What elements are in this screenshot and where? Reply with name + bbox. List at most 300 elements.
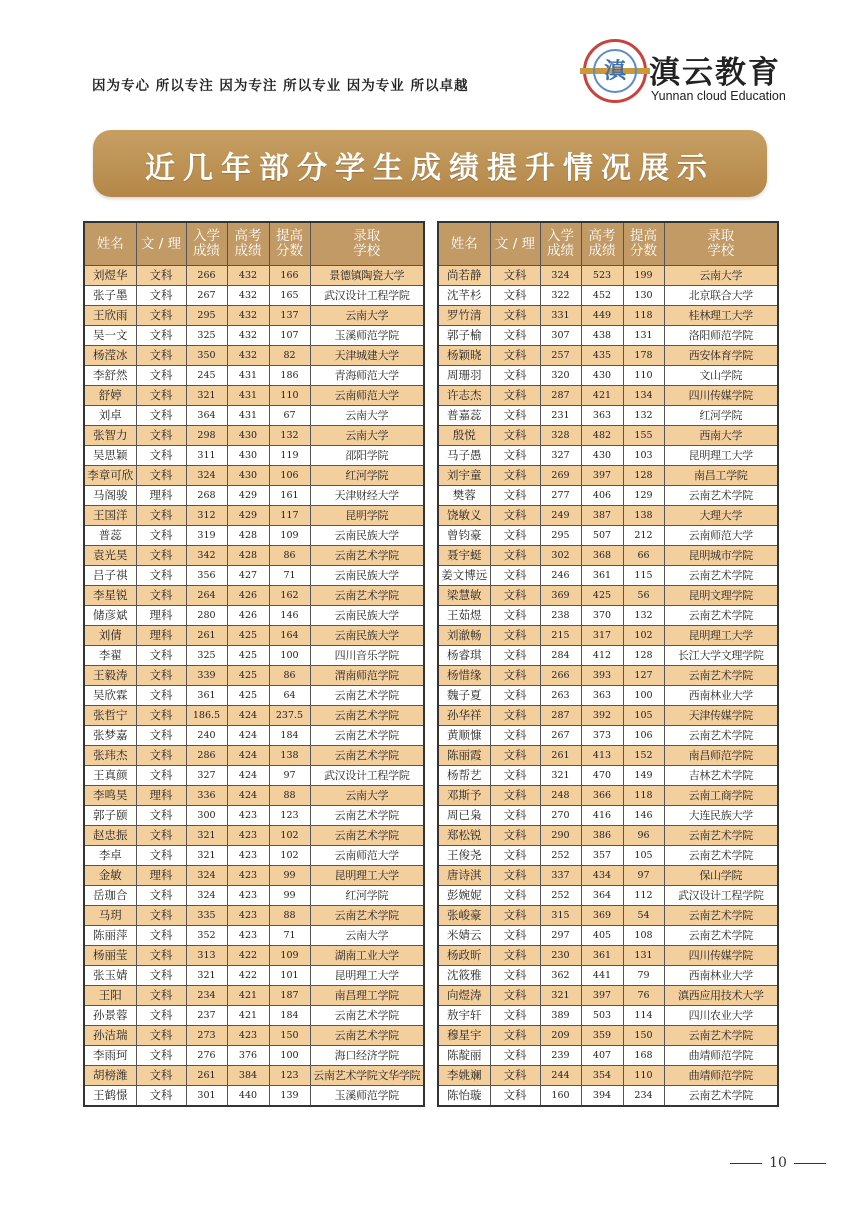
cell-improvement: 131 xyxy=(623,946,664,966)
table-row xyxy=(438,686,778,706)
cell-exam-score: 423 xyxy=(227,926,269,946)
cell-entry-score: 322 xyxy=(540,286,581,306)
table-row xyxy=(84,506,424,526)
table-row xyxy=(84,626,424,646)
cell-track: 文科 xyxy=(136,406,186,426)
cell-exam-score: 452 xyxy=(581,286,623,306)
col-name-header: 姓名 xyxy=(438,222,490,266)
cell-exam-score: 425 xyxy=(227,626,269,646)
cell-track: 文科 xyxy=(136,466,186,486)
cell-entry-score: 261 xyxy=(540,746,581,766)
page-number-text: 10 xyxy=(769,1155,787,1171)
table-row xyxy=(438,926,778,946)
cell-track: 文科 xyxy=(490,466,540,486)
cell-exam-score: 405 xyxy=(581,926,623,946)
table-row xyxy=(84,1086,424,1107)
table-row xyxy=(84,1066,424,1086)
cell-entry-score: 261 xyxy=(186,1066,227,1086)
cell-exam-score: 430 xyxy=(227,426,269,446)
table-row xyxy=(84,866,424,886)
cell-improvement: 119 xyxy=(269,446,310,466)
cell-improvement: 86 xyxy=(269,666,310,686)
table-row xyxy=(438,266,778,286)
cell-entry-score: 284 xyxy=(540,646,581,666)
cell-name: 孙洁瑞 xyxy=(84,1026,136,1046)
logo xyxy=(583,37,843,107)
cell-track: 文科 xyxy=(490,426,540,446)
cell-school: 玉溪师范学院 xyxy=(310,326,424,346)
cell-school: 云南艺术学院 xyxy=(310,706,424,726)
table-row xyxy=(84,386,424,406)
cell-name: 陈丽萍 xyxy=(84,926,136,946)
cell-improvement: 155 xyxy=(623,426,664,446)
table-row xyxy=(438,286,778,306)
table-row xyxy=(438,406,778,426)
cell-name: 孙华祥 xyxy=(438,706,490,726)
cell-entry-score: 321 xyxy=(186,966,227,986)
cell-improvement: 106 xyxy=(623,726,664,746)
scores-table-left xyxy=(83,221,425,1107)
cell-name: 刘宇童 xyxy=(438,466,490,486)
cell-track: 文科 xyxy=(136,886,186,906)
table-row xyxy=(438,386,778,406)
cell-improvement: 97 xyxy=(623,866,664,886)
cell-track: 文科 xyxy=(136,446,186,466)
cell-name: 普嘉蕊 xyxy=(438,406,490,426)
cell-school: 邵阳学院 xyxy=(310,446,424,466)
cell-entry-score: 249 xyxy=(540,506,581,526)
cell-track: 文科 xyxy=(136,546,186,566)
cell-improvement: 112 xyxy=(623,886,664,906)
cell-exam-score: 366 xyxy=(581,786,623,806)
cell-school: 云南艺术学院 xyxy=(310,1006,424,1026)
cell-school: 红河学院 xyxy=(664,406,778,426)
cell-school: 云南艺术学院 xyxy=(664,1086,778,1107)
cell-improvement: 100 xyxy=(269,1046,310,1066)
cell-name: 吕子祺 xyxy=(84,566,136,586)
cell-track: 文科 xyxy=(490,706,540,726)
table-row xyxy=(84,486,424,506)
cell-school: 海口经济学院 xyxy=(310,1046,424,1066)
cell-school: 天津财经大学 xyxy=(310,486,424,506)
cell-entry-score: 264 xyxy=(186,586,227,606)
cell-name: 李卓 xyxy=(84,846,136,866)
cell-entry-score: 215 xyxy=(540,626,581,646)
cell-improvement: 138 xyxy=(269,746,310,766)
cell-school: 云南艺术学院 xyxy=(310,746,424,766)
cell-improvement: 106 xyxy=(269,466,310,486)
cell-name: 邓斯予 xyxy=(438,786,490,806)
cell-name: 李章可欣 xyxy=(84,466,136,486)
cell-entry-score: 313 xyxy=(186,946,227,966)
cell-improvement: 234 xyxy=(623,1086,664,1107)
table-row xyxy=(84,566,424,586)
cell-track: 文科 xyxy=(490,346,540,366)
cell-track: 文科 xyxy=(490,306,540,326)
cell-entry-score: 315 xyxy=(540,906,581,926)
cell-improvement: 130 xyxy=(623,286,664,306)
cell-improvement: 146 xyxy=(623,806,664,826)
cell-exam-score: 429 xyxy=(227,506,269,526)
cell-improvement: 64 xyxy=(269,686,310,706)
table-row xyxy=(84,706,424,726)
page-number xyxy=(730,1154,826,1174)
cell-name: 王茹煜 xyxy=(438,606,490,626)
cell-entry-score: 321 xyxy=(540,986,581,1006)
cell-exam-score: 317 xyxy=(581,626,623,646)
cell-name: 舒婷 xyxy=(84,386,136,406)
cell-track: 文科 xyxy=(136,1046,186,1066)
cell-track: 文科 xyxy=(490,606,540,626)
cell-name: 郭子榆 xyxy=(438,326,490,346)
page-number-dash xyxy=(730,1163,762,1164)
cell-track: 文科 xyxy=(136,906,186,926)
cell-exam-score: 431 xyxy=(227,406,269,426)
cell-entry-score: 319 xyxy=(186,526,227,546)
cell-school: 云南艺术学院 xyxy=(664,926,778,946)
logo-name-en: Yunnan cloud Education xyxy=(651,89,786,103)
cell-school: 云南艺术学院 xyxy=(310,586,424,606)
table-row xyxy=(84,446,424,466)
cell-school: 云南师范大学 xyxy=(664,526,778,546)
cell-track: 文科 xyxy=(490,686,540,706)
cell-exam-score: 423 xyxy=(227,906,269,926)
cell-track: 文科 xyxy=(490,366,540,386)
cell-improvement: 164 xyxy=(269,626,310,646)
table-row xyxy=(438,526,778,546)
cell-entry-score: 286 xyxy=(186,746,227,766)
table-row xyxy=(438,346,778,366)
cell-name: 张玉婧 xyxy=(84,966,136,986)
cell-entry-score: 270 xyxy=(540,806,581,826)
cell-track: 文科 xyxy=(490,1006,540,1026)
cell-track: 理科 xyxy=(136,626,186,646)
cell-school: 云南大学 xyxy=(664,266,778,286)
cell-exam-score: 423 xyxy=(227,1026,269,1046)
cell-entry-score: 295 xyxy=(186,306,227,326)
cell-exam-score: 373 xyxy=(581,726,623,746)
cell-improvement: 102 xyxy=(269,846,310,866)
cell-exam-score: 407 xyxy=(581,1046,623,1066)
cell-exam-score: 424 xyxy=(227,786,269,806)
cell-name: 周珊羽 xyxy=(438,366,490,386)
cell-school: 云南大学 xyxy=(310,406,424,426)
table-row xyxy=(438,546,778,566)
table-header-row xyxy=(438,222,778,266)
cell-entry-score: 230 xyxy=(540,946,581,966)
table-row xyxy=(438,366,778,386)
cell-entry-score: 245 xyxy=(186,366,227,386)
cell-exam-score: 430 xyxy=(227,446,269,466)
table-row xyxy=(84,946,424,966)
cell-name: 王毅涛 xyxy=(84,666,136,686)
table-row xyxy=(84,546,424,566)
cell-entry-score: 280 xyxy=(186,606,227,626)
cell-exam-score: 430 xyxy=(227,466,269,486)
cell-school: 南昌工学院 xyxy=(664,466,778,486)
cell-entry-score: 362 xyxy=(540,966,581,986)
cell-name: 杨惜缘 xyxy=(438,666,490,686)
table-row xyxy=(84,966,424,986)
cell-exam-score: 424 xyxy=(227,766,269,786)
cell-school: 昆明文理学院 xyxy=(664,586,778,606)
cell-exam-score: 368 xyxy=(581,546,623,566)
cell-school: 大理大学 xyxy=(664,506,778,526)
cell-track: 文科 xyxy=(136,1006,186,1026)
table-row xyxy=(438,426,778,446)
cell-track: 文科 xyxy=(490,526,540,546)
cell-school: 武汉设计工程学院 xyxy=(664,886,778,906)
cell-exam-score: 364 xyxy=(581,886,623,906)
cell-school: 云南大学 xyxy=(310,786,424,806)
cell-name: 赵忠振 xyxy=(84,826,136,846)
cell-exam-score: 425 xyxy=(227,646,269,666)
cell-track: 文科 xyxy=(490,666,540,686)
cell-name: 郑松锐 xyxy=(438,826,490,846)
cell-name: 魏子夏 xyxy=(438,686,490,706)
cell-track: 文科 xyxy=(490,286,540,306)
cell-name: 穆星宇 xyxy=(438,1026,490,1046)
cell-improvement: 99 xyxy=(269,886,310,906)
cell-school: 昆明学院 xyxy=(310,506,424,526)
cell-name: 敖宇轩 xyxy=(438,1006,490,1026)
cell-improvement: 166 xyxy=(269,266,310,286)
cell-exam-score: 406 xyxy=(581,486,623,506)
cell-track: 理科 xyxy=(136,786,186,806)
cell-exam-score: 432 xyxy=(227,346,269,366)
cell-school: 云南艺术学院 xyxy=(310,686,424,706)
cell-exam-score: 376 xyxy=(227,1046,269,1066)
cell-improvement: 184 xyxy=(269,726,310,746)
cell-name: 王真颜 xyxy=(84,766,136,786)
table-row xyxy=(84,326,424,346)
table-row xyxy=(438,506,778,526)
table-row xyxy=(438,646,778,666)
cell-track: 文科 xyxy=(490,446,540,466)
cell-track: 文科 xyxy=(490,986,540,1006)
cell-entry-score: 261 xyxy=(186,626,227,646)
logo-seal-char: 滇 xyxy=(603,58,626,84)
table-row xyxy=(438,786,778,806)
cell-exam-score: 432 xyxy=(227,286,269,306)
cell-entry-score: 301 xyxy=(186,1086,227,1107)
cell-name: 姜文博远 xyxy=(438,566,490,586)
cell-improvement: 123 xyxy=(269,1066,310,1086)
cell-name: 唐诗淇 xyxy=(438,866,490,886)
table-row xyxy=(84,1046,424,1066)
table-row xyxy=(438,906,778,926)
cell-track: 文科 xyxy=(136,706,186,726)
cell-entry-score: 327 xyxy=(540,446,581,466)
cell-improvement: 161 xyxy=(269,486,310,506)
col-entry-score-header: 入学 成绩 xyxy=(540,222,581,266)
cell-track: 文科 xyxy=(136,686,186,706)
cell-improvement: 134 xyxy=(623,386,664,406)
cell-improvement: 149 xyxy=(623,766,664,786)
cell-exam-score: 423 xyxy=(227,866,269,886)
cell-name: 刘卓 xyxy=(84,406,136,426)
cell-name: 黄顺慷 xyxy=(438,726,490,746)
cell-improvement: 123 xyxy=(269,806,310,826)
cell-track: 文科 xyxy=(136,326,186,346)
cell-entry-score: 186.5 xyxy=(186,706,227,726)
cell-track: 文科 xyxy=(490,746,540,766)
cell-name: 杨睿琪 xyxy=(438,646,490,666)
cell-entry-score: 267 xyxy=(186,286,227,306)
cell-name: 袁光昊 xyxy=(84,546,136,566)
cell-name: 许志杰 xyxy=(438,386,490,406)
cell-entry-score: 364 xyxy=(186,406,227,426)
cell-school: 云南民族大学 xyxy=(310,606,424,626)
table-row xyxy=(438,966,778,986)
cell-school: 桂林理工大学 xyxy=(664,306,778,326)
col-track-header: 文 / 理 xyxy=(136,222,186,266)
cell-school: 云南艺术学院 xyxy=(310,826,424,846)
cell-exam-score: 428 xyxy=(227,546,269,566)
cell-name: 曾钧豪 xyxy=(438,526,490,546)
cell-school: 曲靖师范学院 xyxy=(664,1046,778,1066)
cell-name: 沈筱雅 xyxy=(438,966,490,986)
cell-exam-score: 361 xyxy=(581,946,623,966)
cell-exam-score: 432 xyxy=(227,306,269,326)
cell-entry-score: 287 xyxy=(540,386,581,406)
cell-school: 南昌师范学院 xyxy=(664,746,778,766)
cell-entry-score: 356 xyxy=(186,566,227,586)
cell-improvement: 139 xyxy=(269,1086,310,1107)
table-row xyxy=(438,886,778,906)
cell-improvement: 117 xyxy=(269,506,310,526)
cell-name: 王俊尧 xyxy=(438,846,490,866)
cell-improvement: 100 xyxy=(269,646,310,666)
table-header-row xyxy=(84,222,424,266)
cell-track: 文科 xyxy=(136,666,186,686)
cell-improvement: 66 xyxy=(623,546,664,566)
table-row xyxy=(84,266,424,286)
cell-entry-score: 300 xyxy=(186,806,227,826)
cell-name: 杨颖晓 xyxy=(438,346,490,366)
cell-entry-score: 266 xyxy=(186,266,227,286)
cell-exam-score: 392 xyxy=(581,706,623,726)
cell-name: 杨政昕 xyxy=(438,946,490,966)
cell-entry-score: 290 xyxy=(540,826,581,846)
cell-improvement: 56 xyxy=(623,586,664,606)
cell-improvement: 88 xyxy=(269,786,310,806)
cell-school: 云南艺术学院文华学院 xyxy=(310,1066,424,1086)
cell-exam-score: 424 xyxy=(227,746,269,766)
cell-entry-score: 325 xyxy=(186,326,227,346)
cell-track: 文科 xyxy=(136,566,186,586)
cell-exam-score: 440 xyxy=(227,1086,269,1107)
cell-improvement: 96 xyxy=(623,826,664,846)
cell-exam-score: 423 xyxy=(227,886,269,906)
cell-exam-score: 361 xyxy=(581,566,623,586)
cell-school: 湖南工业大学 xyxy=(310,946,424,966)
cell-improvement: 128 xyxy=(623,646,664,666)
cell-improvement: 108 xyxy=(623,926,664,946)
cell-track: 文科 xyxy=(490,386,540,406)
cell-improvement: 162 xyxy=(269,586,310,606)
cell-entry-score: 231 xyxy=(540,406,581,426)
table-row xyxy=(84,466,424,486)
table-row xyxy=(84,986,424,1006)
table-row xyxy=(84,886,424,906)
cell-track: 文科 xyxy=(136,726,186,746)
cell-entry-score: 248 xyxy=(540,786,581,806)
cell-improvement: 102 xyxy=(269,826,310,846)
cell-improvement: 79 xyxy=(623,966,664,986)
cell-improvement: 101 xyxy=(269,966,310,986)
cell-exam-score: 431 xyxy=(227,386,269,406)
cell-school: 保山学院 xyxy=(664,866,778,886)
cell-improvement: 109 xyxy=(269,946,310,966)
cell-name: 郭子颐 xyxy=(84,806,136,826)
cell-exam-score: 424 xyxy=(227,706,269,726)
cell-track: 文科 xyxy=(136,586,186,606)
cell-school: 天津传媒学院 xyxy=(664,706,778,726)
cell-entry-score: 276 xyxy=(186,1046,227,1066)
cell-name: 李翟 xyxy=(84,646,136,666)
cell-improvement: 186 xyxy=(269,366,310,386)
table-row xyxy=(84,906,424,926)
cell-exam-score: 438 xyxy=(581,326,623,346)
cell-track: 文科 xyxy=(136,766,186,786)
cell-school: 云南艺术学院 xyxy=(664,846,778,866)
cell-school: 玉溪师范学院 xyxy=(310,1086,424,1107)
cell-improvement: 76 xyxy=(623,986,664,1006)
cell-school: 大连民族大学 xyxy=(664,806,778,826)
cell-name: 陈丽霞 xyxy=(438,746,490,766)
cell-track: 文科 xyxy=(490,406,540,426)
cell-track: 文科 xyxy=(490,546,540,566)
table-row xyxy=(84,426,424,446)
cell-exam-score: 412 xyxy=(581,646,623,666)
cell-exam-score: 421 xyxy=(581,386,623,406)
cell-improvement: 110 xyxy=(269,386,310,406)
table-row xyxy=(84,726,424,746)
cell-school: 景德镇陶瓷大学 xyxy=(310,266,424,286)
table-row xyxy=(84,1006,424,1026)
cell-entry-score: 321 xyxy=(186,386,227,406)
page-number-dash xyxy=(794,1163,826,1164)
table-row xyxy=(438,486,778,506)
cell-exam-score: 370 xyxy=(581,606,623,626)
cell-name: 刘澈畅 xyxy=(438,626,490,646)
table-row xyxy=(438,826,778,846)
table-row xyxy=(438,1066,778,1086)
cell-name: 周已枭 xyxy=(438,806,490,826)
cell-exam-score: 430 xyxy=(581,446,623,466)
cell-track: 文科 xyxy=(490,626,540,646)
cell-school: 云南大学 xyxy=(310,426,424,446)
cell-school: 云南艺术学院 xyxy=(310,726,424,746)
table-row xyxy=(84,346,424,366)
cell-name: 李鸣昊 xyxy=(84,786,136,806)
cell-school: 北京联合大学 xyxy=(664,286,778,306)
cell-entry-score: 257 xyxy=(540,346,581,366)
cell-name: 张梦嘉 xyxy=(84,726,136,746)
cell-track: 文科 xyxy=(490,786,540,806)
col-entry-score-header: 入学 成绩 xyxy=(186,222,227,266)
cell-name: 向煜涛 xyxy=(438,986,490,1006)
table-row xyxy=(438,726,778,746)
cell-track: 文科 xyxy=(136,846,186,866)
cell-exam-score: 354 xyxy=(581,1066,623,1086)
cell-exam-score: 424 xyxy=(227,726,269,746)
table-row xyxy=(84,366,424,386)
cell-improvement: 99 xyxy=(269,866,310,886)
cell-name: 彭婉妮 xyxy=(438,886,490,906)
cell-improvement: 110 xyxy=(623,1066,664,1086)
